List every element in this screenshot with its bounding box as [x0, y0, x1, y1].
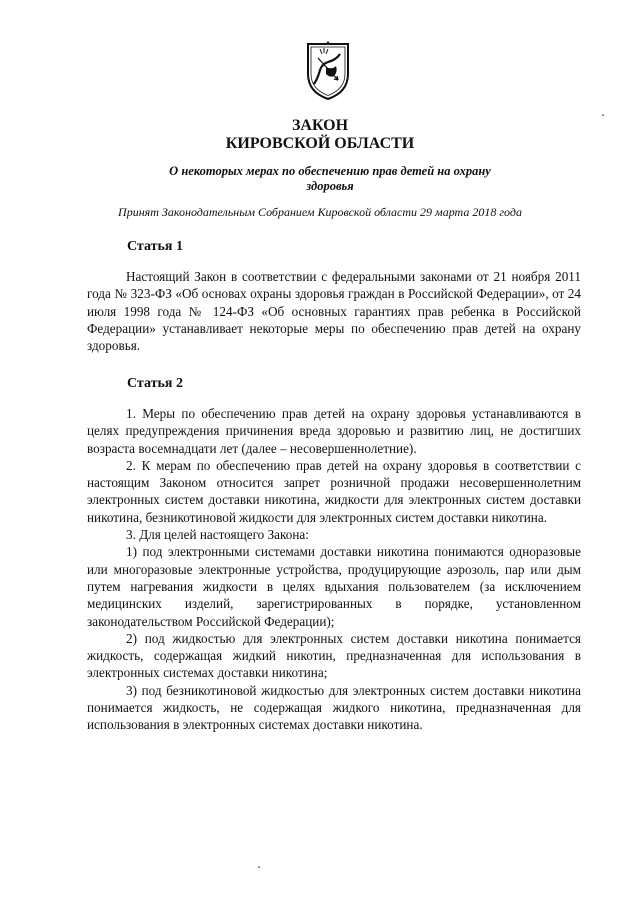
article-1-paragraph: Настоящий Закон в соответствии с федеральными законами от 21 ноября 2011 года № 323-ФЗ «Об основах охраны здоровья граждан в Российской Федерации», от 24 июля 1998 года № 124-ФЗ «Об основных гарантиях прав ребенка в Российской Федерации» устанавливает некоторые меры по обеспечению прав детей на охрану здоровья. [87, 269, 581, 354]
scan-artifact [602, 114, 604, 116]
kirov-coat-of-arms-icon [304, 40, 352, 102]
document-type: ЗАКОН [291, 117, 349, 134]
article-2-title: Статья 2 [127, 376, 183, 391]
article-2-paragraph: 1. Меры по обеспечению прав детей на охрану здоровья устанавливаются в целях предупреждения причинения вреда здоровью и развитию лиц, не достигших возраста восемнадцати лет (далее – несовершеннолетние). [87, 406, 581, 456]
article-1-body [87, 268, 581, 354]
region-name: КИРОВСКОЙ ОБЛАСТИ [225, 135, 415, 152]
law-title: О некоторых мерах по обеспечению прав детей на охрану здоровья [169, 164, 491, 193]
article-2-paragraph: 3. Для целей настоящего Закона: [126, 527, 309, 543]
adoption-note: Принят Законодательным Собранием Кировской области 29 марта 2018 года [118, 205, 522, 219]
article-2-paragraph: 1) под электронными системами доставки никотина понимаются одноразовые или многоразовые электронные устройства, продуцирующие аэрозоль, пар или дым путем нагревания жидкости в целях вдыхания пользователем (за исключением медицинских изделий, зарегистрированных в порядке, установленном законодательством Российской Федерации); [87, 544, 581, 629]
article-1-title: Статья 1 [127, 239, 183, 254]
scan-artifact [258, 866, 260, 868]
article-2-paragraph: 2. К мерам по обеспечению прав детей на охрану здоровья в соответствии с настоящим Законом относится запрет розничной продажи несовершеннолетним электронных систем доставки никотина, жидкости для электронных систем доставки никотина, безникотиновой жидкости для электронных систем доставки никотина. [87, 457, 581, 525]
article-2-body [87, 405, 581, 734]
article-2-paragraph: 2) под жидкостью для электронных систем доставки никотина понимается жидкость, содержащая жидкий никотин, предназначенная для использования в электронных системах доставки никотина; [87, 630, 581, 681]
article-2-paragraph: 3) под безникотиновой жидкостью для электронных систем доставки никотина понимается жидкость, не содержащая жидкого никотина, предназначенная для использования в электронных системах доставки никотина. [87, 682, 581, 733]
